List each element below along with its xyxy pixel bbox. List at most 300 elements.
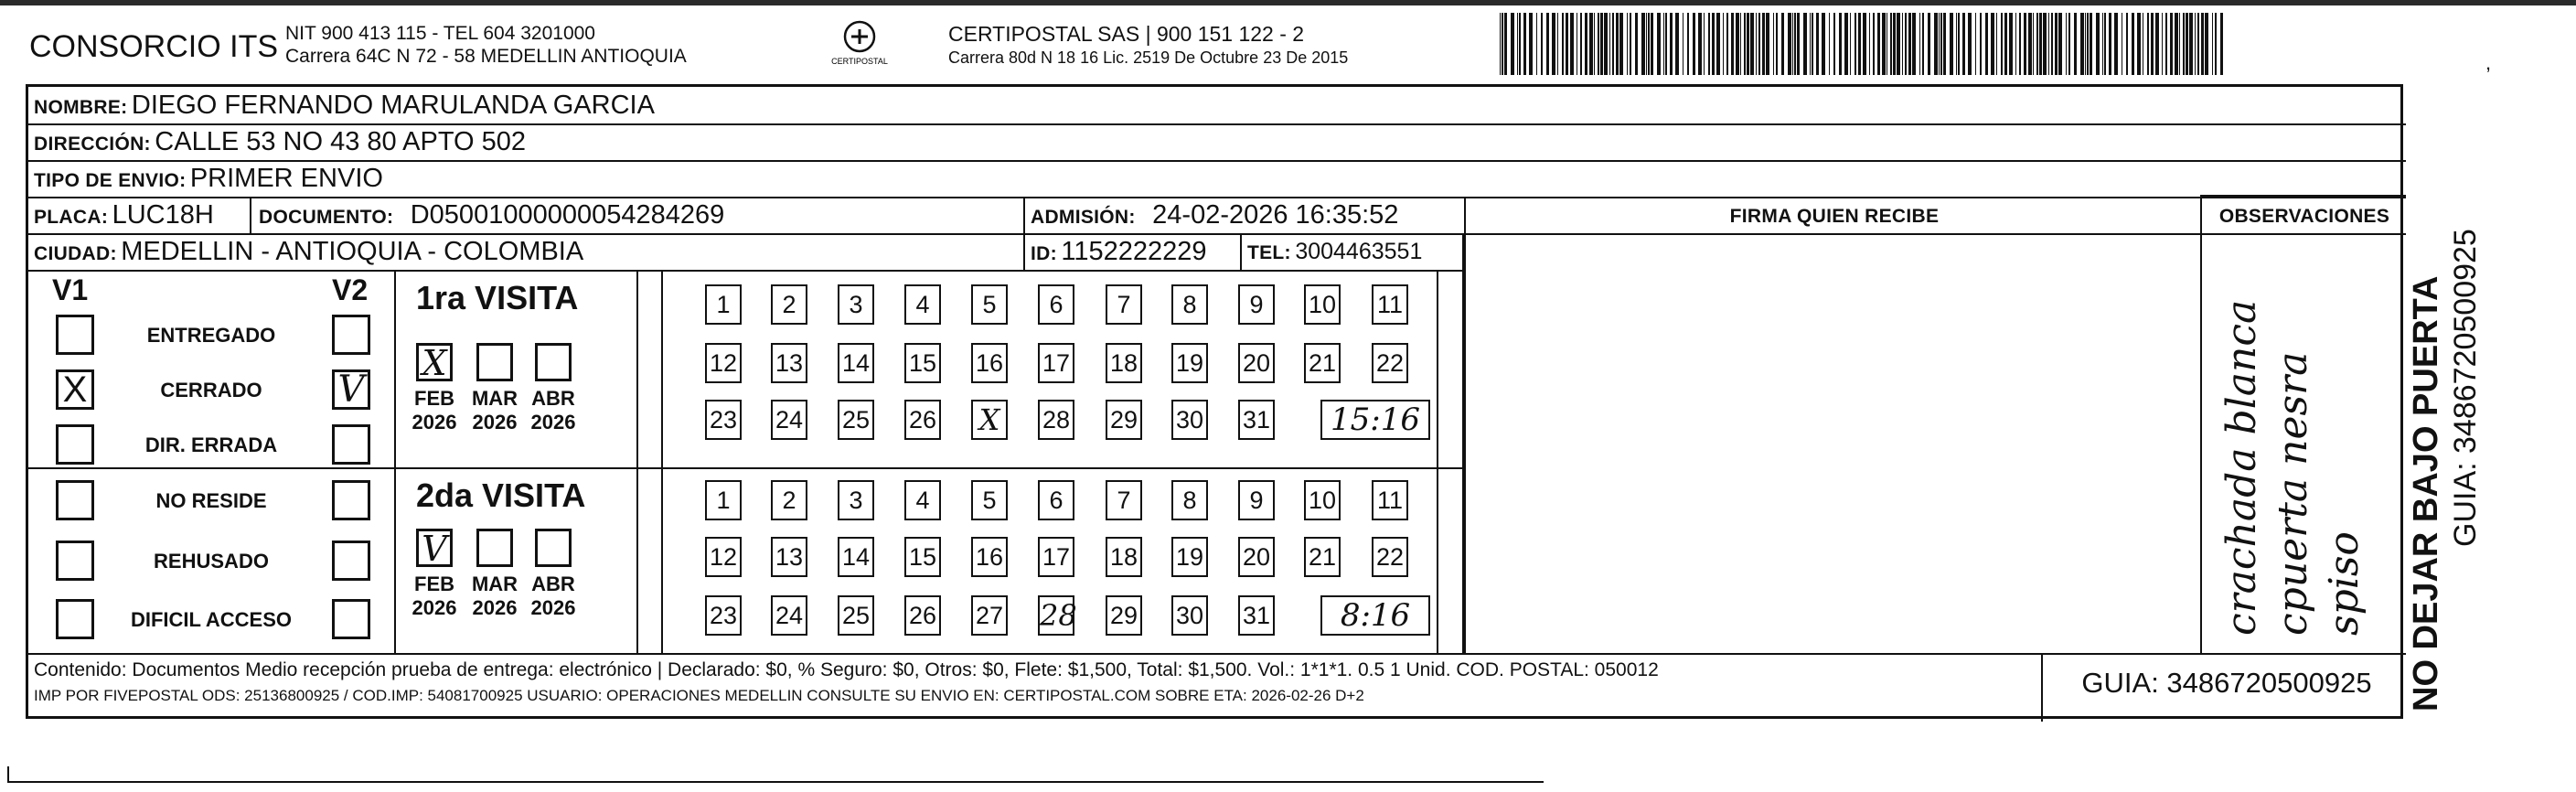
admision-label: ADMISIÓN: (1031, 207, 1136, 228)
company-address: Carrera 64C N 72 - 58 MEDELLIN ANTIOQUIA (285, 46, 687, 67)
barcode-bar (1877, 13, 1880, 75)
day-box[interactable]: 26 (904, 595, 941, 636)
day-box[interactable]: 11 (1372, 284, 1408, 325)
visit-2-panel (396, 469, 1437, 653)
day-box[interactable]: 24 (771, 400, 807, 440)
carrier-address: Carrera 80d N 18 16 Lic. 2519 De Octubre 23 De 2015 (948, 48, 1349, 67)
month-checkbox[interactable]: V (416, 529, 453, 567)
day-box[interactable]: 27 (971, 595, 1008, 636)
barcode-bar (1890, 13, 1892, 75)
barcode-bar (1833, 13, 1835, 75)
barcode-bar (1502, 13, 1503, 75)
logo-text: CERTIPOSTAL (831, 57, 888, 66)
day-box[interactable]: 9 (1238, 480, 1275, 520)
status-v2-checkbox[interactable]: V (332, 369, 370, 410)
company-info (285, 22, 687, 68)
footer-line-2: IMP POR FIVEPOSTAL ODS: 25136800925 / COD.IMP: 54081700925 USUARIO: OPERACIONES MEDELLIN CONSULTE SU ENVIO EN: CERTIPOSTAL.COM SOBRE ETA: 2026-02-26 D+2 (34, 687, 1364, 704)
day-box[interactable]: 23 (705, 595, 742, 636)
barcode-bar (2179, 13, 2180, 75)
day-box[interactable]: 22 (1372, 537, 1408, 577)
barcode-bar (1612, 13, 1614, 75)
signature-area[interactable] (1469, 235, 2198, 652)
day-box[interactable]: 19 (1171, 343, 1208, 383)
barcode-bar (1670, 13, 1673, 75)
status-label: ENTREGADO (146, 324, 276, 347)
barcode-bar (2048, 13, 2049, 75)
barcode-bar (1657, 13, 1661, 75)
barcode-bar (2165, 13, 2167, 75)
barcode-bar (2066, 13, 2067, 75)
barcode-bar (1708, 13, 1710, 75)
barcode-bar (2162, 13, 2163, 75)
barcode-bar (2126, 13, 2128, 75)
barcode-bar (1726, 13, 1728, 75)
barcode-bar (1570, 13, 1574, 75)
barcode-bar (1747, 13, 1749, 75)
field-placa (34, 201, 214, 233)
day-box[interactable]: 25 (838, 400, 874, 440)
barcode-bar (1797, 13, 1800, 75)
barcode-bar (2147, 13, 2149, 75)
barcode-bar (2183, 13, 2185, 75)
month-label (407, 573, 462, 620)
barcode-bar (2189, 13, 2193, 75)
barcode-bar (1975, 13, 1976, 75)
time-box[interactable]: 8:16 (1320, 595, 1430, 636)
ciudad-value: MEDELLIN - ANTIOQUIA - COLOMBIA (121, 237, 584, 266)
barcode-bar (2033, 13, 2034, 75)
day-box[interactable]: 9 (1238, 284, 1275, 325)
top-rule (0, 0, 2576, 5)
status-v1-checkbox[interactable] (56, 315, 94, 355)
barcode-bar (2195, 13, 2196, 75)
status-v2-checkbox[interactable] (332, 424, 370, 465)
day-box[interactable]: 5 (971, 480, 1008, 520)
side-warning: NO DEJAR BAJO PUERTA (2407, 275, 2445, 712)
nombre-value: DIEGO FERNANDO MARULANDA GARCIA (131, 91, 655, 120)
day-box[interactable]: 23 (705, 400, 742, 440)
status-v1-checkbox[interactable] (56, 540, 94, 581)
barcode-bar (2051, 13, 2053, 75)
barcode-bar (2186, 13, 2188, 75)
day-box[interactable]: 2 (771, 284, 807, 325)
day-box[interactable]: 8 (1171, 480, 1208, 520)
field-tel (1247, 238, 1422, 269)
barcode-bar (2137, 13, 2141, 75)
day-box[interactable]: 1 (705, 284, 742, 325)
barcode-bar (2019, 13, 2021, 75)
barcode-bar (2197, 13, 2199, 75)
certipostal-logo-icon (818, 18, 901, 69)
barcode-bar (1991, 13, 1994, 75)
day-box[interactable]: 14 (838, 537, 874, 577)
status-v2-checkbox[interactable] (332, 315, 370, 355)
day-box[interactable]: 10 (1304, 480, 1341, 520)
barcode-bar (1902, 13, 1903, 75)
month-label (467, 387, 522, 434)
barcode-bar (1740, 13, 1741, 75)
barcode-bar (1829, 13, 1830, 75)
barcode-bar (1585, 13, 1587, 75)
field-direccion (34, 128, 526, 160)
month-name: FEB (414, 387, 454, 410)
barcode-bar (1968, 13, 1972, 75)
barcode-bar (1604, 13, 1608, 75)
barcode-bar (2043, 13, 2047, 75)
day-box[interactable]: 22 (1372, 343, 1408, 383)
day-box[interactable]: 13 (771, 537, 807, 577)
barcode-bar (1858, 13, 1861, 75)
day-box[interactable]: 6 (1038, 284, 1074, 325)
barcode-bar (2170, 13, 2173, 75)
barcode-bar (2096, 13, 2100, 75)
tipo-envio-value: PRIMER ENVIO (189, 164, 383, 193)
day-box[interactable]: 18 (1106, 343, 1142, 383)
tel-label: TEL: (1247, 242, 1291, 263)
day-box[interactable]: 26 (904, 400, 941, 440)
time-box[interactable]: 15:16 (1320, 400, 1430, 440)
field-ciudad (34, 238, 583, 270)
barcode-bar (2004, 13, 2007, 75)
status-label: REHUSADO (154, 550, 269, 573)
barcode-bar (1736, 13, 1739, 75)
barcode-bar (1648, 13, 1650, 75)
barcode-bar (2151, 13, 2154, 75)
barcode-bar (1635, 13, 1638, 75)
day-box-marked[interactable]: X (971, 400, 1008, 440)
barcode-bar (2080, 13, 2084, 75)
status-v2-checkbox[interactable] (332, 480, 370, 520)
barcode-bar (1934, 13, 1938, 75)
field-tipo-envio (34, 165, 383, 197)
day-box[interactable]: 20 (1238, 537, 1275, 577)
day-box[interactable]: 16 (971, 537, 1008, 577)
barcode-bar (2090, 13, 2092, 75)
barcode-bar (1619, 13, 1623, 75)
barcode-bar (1598, 13, 1599, 75)
day-box[interactable]: 7 (1106, 480, 1142, 520)
barcode-bar (2102, 13, 2103, 75)
barcode-bar (1529, 13, 1533, 75)
barcode-bar (1546, 13, 1549, 75)
status-v2-checkbox[interactable] (332, 599, 370, 639)
month-checkbox[interactable] (476, 343, 513, 381)
status-v1-checkbox[interactable] (56, 480, 94, 520)
status-v1-checkbox[interactable]: X (56, 369, 94, 410)
barcode-bar (1882, 13, 1886, 75)
barcode-bar (2155, 13, 2159, 75)
barcode-bar (2114, 13, 2118, 75)
barcode-bar (1541, 13, 1543, 75)
barcode-bar (1939, 13, 1940, 75)
barcode-bar (1822, 13, 1825, 75)
status-label: DIFICIL ACCESO (130, 608, 292, 631)
observacion-line: crachada blanca (2218, 299, 2265, 636)
barcode-bar (1839, 13, 1842, 75)
barcode-bar (1893, 13, 1896, 75)
barcode-bar (2015, 13, 2016, 75)
firma-label: FIRMA QUIEN RECIBE (1729, 206, 1940, 227)
month-label (407, 387, 462, 434)
month-name: MAR (471, 387, 518, 410)
barcode-bar (1630, 13, 1631, 75)
observaciones-handwritten (2217, 300, 2370, 636)
barcode-bar (1762, 13, 1765, 75)
status-label: NO RESIDE (155, 489, 267, 512)
day-box[interactable]: 21 (1304, 343, 1341, 383)
day-box[interactable]: 3 (838, 480, 874, 520)
month-year: 2026 (530, 596, 576, 619)
nombre-label: NOMBRE: (34, 97, 128, 118)
month-year: 2026 (412, 596, 457, 619)
status-label: CERRADO (160, 379, 262, 401)
barcode-bar (1756, 13, 1757, 75)
day-box[interactable]: 18 (1106, 537, 1142, 577)
company-name: CONSORCIO ITS (29, 29, 279, 64)
barcode-bar (1693, 13, 1695, 75)
barcode-bar (1600, 13, 1603, 75)
day-box[interactable]: 15 (904, 537, 941, 577)
barcode-bar (1552, 13, 1555, 75)
status-label: DIR. ERRADA (144, 433, 278, 456)
status-v2-checkbox[interactable] (332, 540, 370, 581)
barcode-bar (2024, 13, 2026, 75)
barcode-bar (1627, 13, 1628, 75)
day-box[interactable]: 16 (971, 343, 1008, 383)
day-box[interactable]: 29 (1106, 400, 1142, 440)
month-checkbox[interactable]: X (416, 343, 453, 381)
month-year: 2026 (472, 411, 518, 433)
month-year: 2026 (530, 411, 576, 433)
barcode-bar (1803, 13, 1807, 75)
barcode-bar (1956, 13, 1957, 75)
barcode-bar (1594, 13, 1595, 75)
status-v1-checkbox[interactable] (56, 599, 94, 639)
barcode-bar (2201, 13, 2204, 75)
month-label (467, 573, 522, 620)
barcode-bar (2104, 13, 2106, 75)
barcode-bar (2220, 13, 2223, 75)
direccion-label: DIRECCIÓN: (34, 134, 151, 155)
barcode-bar (1980, 13, 1982, 75)
month-year: 2026 (472, 596, 518, 619)
barcode-bar (1723, 13, 1724, 75)
day-box[interactable]: 12 (705, 343, 742, 383)
side-guia: GUIA: 3486720500925 (2448, 229, 2483, 547)
field-admision (1031, 201, 1398, 233)
day-box[interactable]: 4 (904, 480, 941, 520)
barcode-bar (1844, 13, 1848, 75)
barcode-bar (1704, 13, 1705, 75)
barcode-bar (2215, 13, 2217, 75)
barcode-bar (1869, 13, 1870, 75)
month-checkbox[interactable] (476, 529, 513, 567)
day-box[interactable]: 15 (904, 343, 941, 383)
barcode-bar (1816, 13, 1819, 75)
direccion-value: CALLE 53 NO 43 80 APTO 502 (155, 127, 527, 156)
carrier-info (948, 22, 1348, 69)
barcode-bar (1985, 13, 1988, 75)
month-label (526, 573, 581, 620)
day-box[interactable]: 24 (771, 595, 807, 636)
day-box[interactable]: 17 (1038, 343, 1074, 383)
day-box[interactable]: 21 (1304, 537, 1341, 577)
barcode-bar (1731, 13, 1734, 75)
barcode-bar (1996, 13, 1997, 75)
visit-title: 1ra VISITA (416, 279, 579, 316)
barcode-bar (1616, 13, 1619, 75)
stray-mark: , (2485, 51, 2492, 74)
barcode-bar (1511, 13, 1514, 75)
barcode-bar (2205, 13, 2208, 75)
carrier-name: CERTIPOSTAL SAS | 900 151 122 - 2 (948, 22, 1305, 46)
barcode-bar (1788, 13, 1791, 75)
observaciones-label: OBSERVACIONES (2218, 206, 2390, 227)
barcode-bar (1517, 13, 1518, 75)
barcode-bar (1609, 13, 1610, 75)
month-label (526, 387, 581, 434)
documento-value: D05001000000054284269 (410, 200, 725, 230)
day-box[interactable]: 20 (1238, 343, 1275, 383)
day-box[interactable]: 5 (971, 284, 1008, 325)
barcode-bar (2055, 13, 2058, 75)
barcode-bar (1589, 13, 1593, 75)
barcode-bar (1863, 13, 1866, 75)
day-box[interactable]: 12 (705, 537, 742, 577)
barcode-bar (1794, 13, 1796, 75)
ciudad-label: CIUDAD: (34, 243, 117, 264)
barcode-bar (1641, 13, 1645, 75)
tipo-envio-label: TIPO DE ENVIO: (34, 170, 187, 191)
barcode-bar (2028, 13, 2032, 75)
placa-label: PLACA: (34, 207, 109, 228)
barcode-bar (1940, 13, 1942, 75)
barcode-bar (2036, 13, 2038, 75)
bottom-tick (7, 766, 9, 781)
visit-1-panel (396, 272, 1437, 467)
barcode-bar (1712, 13, 1715, 75)
barcode-bar (1744, 13, 1746, 75)
day-box[interactable]: 11 (1372, 480, 1408, 520)
id-value: 1152222229 (1061, 237, 1207, 266)
placa-value: LUC18H (112, 200, 214, 230)
month-name: FEB (414, 573, 454, 595)
day-box[interactable]: 3 (838, 284, 874, 325)
month-name: MAR (471, 573, 518, 595)
day-box[interactable]: 30 (1171, 595, 1208, 636)
observacion-line: cpuerta nesra (2270, 351, 2316, 636)
barcode-bar (1855, 13, 1856, 75)
barcode-bar (1810, 13, 1811, 75)
barcode-bar (1928, 13, 1930, 75)
shipping-form (26, 84, 2403, 719)
field-documento (259, 201, 724, 233)
barcode-bar (1950, 13, 1953, 75)
day-box[interactable]: 8 (1171, 284, 1208, 325)
barcode-bar (1716, 13, 1720, 75)
day-box[interactable]: 31 (1238, 400, 1275, 440)
day-box[interactable]: 31 (1238, 595, 1275, 636)
barcode (1500, 13, 2231, 75)
barcode-bar (2085, 13, 2086, 75)
field-id (1031, 238, 1207, 270)
status-v1-checkbox[interactable] (56, 424, 94, 465)
barcode-bar (1504, 13, 1507, 75)
barcode-bar (1698, 13, 1702, 75)
day-box[interactable]: 19 (1171, 537, 1208, 577)
day-box-marked[interactable]: 28 (1038, 595, 1074, 636)
barcode-bar (1908, 13, 1911, 75)
day-box[interactable]: 29 (1106, 595, 1142, 636)
v1-label: V1 (52, 273, 89, 306)
barcode-bar (2039, 13, 2042, 75)
barcode-bar (2058, 13, 2062, 75)
id-label: ID: (1031, 243, 1057, 264)
day-box[interactable]: 28 (1038, 400, 1074, 440)
day-box[interactable]: 14 (838, 343, 874, 383)
barcode-bar (1566, 13, 1568, 75)
day-box[interactable]: 2 (771, 480, 807, 520)
barcode-bar (1750, 13, 1754, 75)
day-box[interactable]: 7 (1106, 284, 1142, 325)
month-checkbox[interactable] (535, 529, 572, 567)
day-box[interactable]: 1 (705, 480, 742, 520)
barcode-bar (1922, 13, 1924, 75)
barcode-bar (2009, 13, 2013, 75)
barcode-bar (2068, 13, 2070, 75)
visit-title: 2da VISITA (416, 476, 586, 514)
barcode-bar (2212, 13, 2213, 75)
barcode-bar (1776, 13, 1778, 75)
documento-label: DOCUMENTO: (259, 207, 394, 228)
barcode-bar (1500, 13, 1501, 75)
barcode-bar (1687, 13, 1689, 75)
day-box[interactable]: 4 (904, 284, 941, 325)
barcode-bar (1536, 13, 1537, 75)
barcode-bar (1580, 13, 1582, 75)
barcode-bar (1812, 13, 1813, 75)
barcode-bar (1958, 13, 1960, 75)
footer-line-1: Contenido: Documentos Medio recepción prueba de entrega: electrónico | Declarado: $0, % Seguro: $0, Otros: $0, Flete: $1,500, Total: $1,500. Vol.: 1*1*1. 0.5 1 Unid. COD. POSTAL: 050012 (34, 659, 1659, 680)
day-box[interactable]: 6 (1038, 480, 1074, 520)
barcode-bar (2074, 13, 2077, 75)
observacion-line: spiso (2321, 531, 2368, 636)
month-checkbox[interactable] (535, 343, 572, 381)
company-nit: NIT 900 413 115 - TEL 604 3201000 (285, 23, 595, 44)
tel-value: 3004463551 (1295, 239, 1423, 264)
day-box[interactable]: 13 (771, 343, 807, 383)
barcode-bar (1665, 13, 1667, 75)
barcode-bar (2001, 13, 2003, 75)
barcode-bar (1519, 13, 1521, 75)
barcode-bar (2175, 13, 2178, 75)
barcode-bar (1766, 13, 1769, 75)
day-box[interactable]: 10 (1304, 284, 1341, 325)
barcode-bar (1557, 13, 1558, 75)
day-box[interactable]: 17 (1038, 537, 1074, 577)
day-box[interactable]: 25 (838, 595, 874, 636)
barcode-bar (2132, 13, 2134, 75)
barcode-bar (1897, 13, 1900, 75)
day-box[interactable]: 30 (1171, 400, 1208, 440)
footer-guia: GUIA: 3486720500925 (2081, 667, 2372, 699)
barcode-bar (1646, 13, 1647, 75)
barcode-bar (1781, 13, 1784, 75)
barcode-bar (2109, 13, 2111, 75)
barcode-bar (1873, 13, 1875, 75)
admision-value: 24-02-2026 16:35:52 (1152, 200, 1399, 230)
barcode-bar (1962, 13, 1965, 75)
